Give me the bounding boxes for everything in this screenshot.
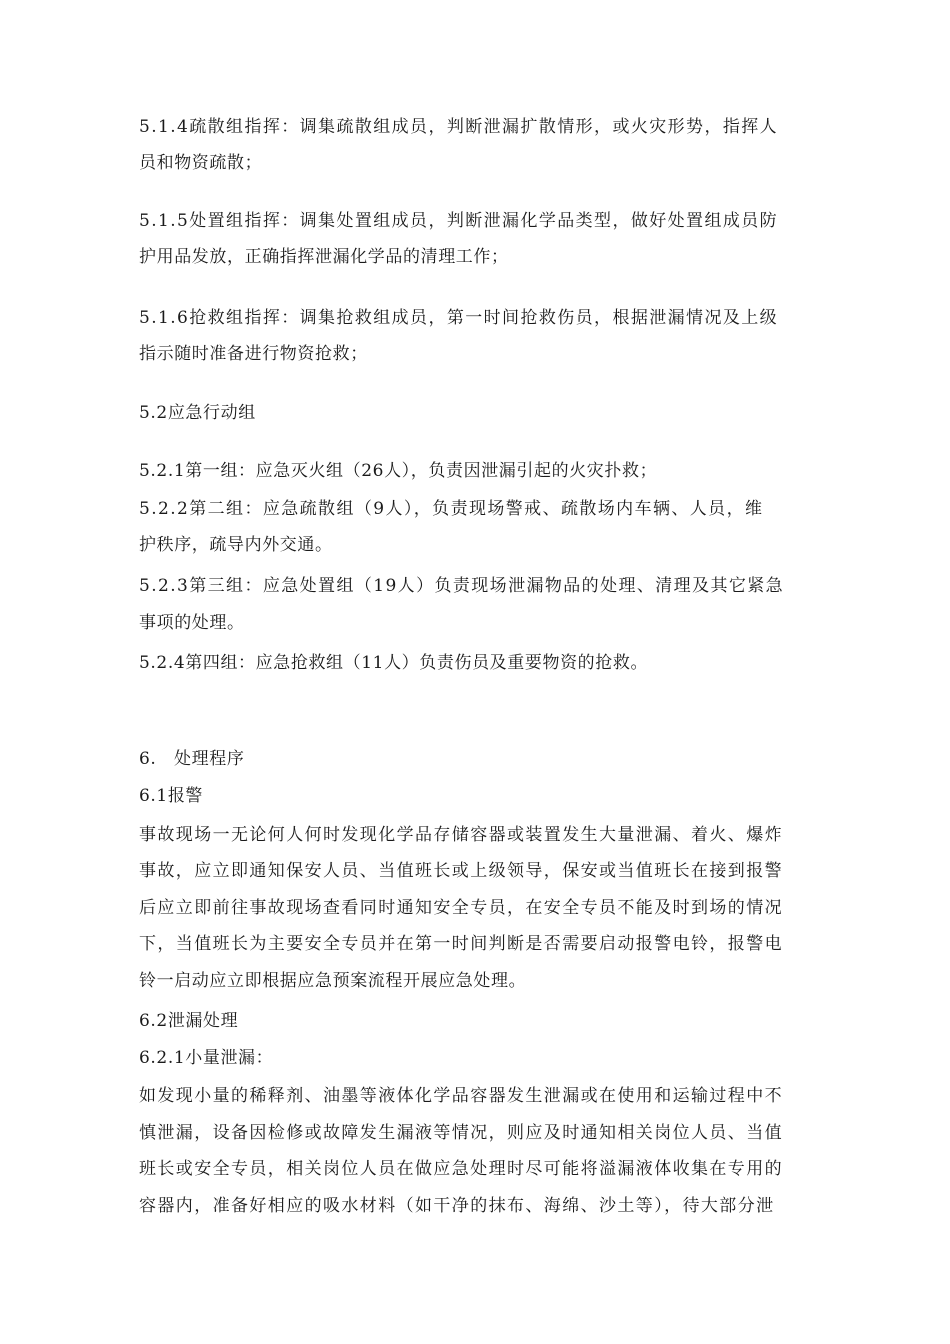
paragraph-5-2-3-line-2: 事项的处理。: [139, 613, 245, 633]
paragraph-6-2-1-line-1: 如发现小量的稀释剂、油墨等液体化学品容器发生泄漏或在使用和运输过程中不: [139, 1086, 783, 1106]
heading-6-2-1: 6.2.1小量泄漏：: [139, 1048, 274, 1068]
paragraph-5-1-4-line-2: 员和物资疏散；: [139, 153, 263, 173]
paragraph-5-2-2-line-1: 5.2.2第二组：应急疏散组（9人），负责现场警戒、疏散场内车辆、人员，维: [139, 499, 764, 519]
heading-6-1: 6.1报警: [139, 786, 204, 806]
paragraph-6-2-1-line-4: 容器内，准备好相应的吸水材料（如干净的抹布、海绵、沙土等），待大部分泄: [139, 1196, 775, 1216]
paragraph-5-1-6-line-1: 5.1.6抢救组指挥：调集抢救组成员，第一时间抢救伤员，根据泄漏情况及上级: [139, 308, 779, 328]
paragraph-5-1-6-line-2: 指示随时准备进行物资抢救；: [139, 344, 368, 364]
paragraph-6-2-1-line-3: 班长或安全专员，相关岗位人员在做应急处理时尽可能将溢漏液体收集在专用的: [139, 1159, 783, 1179]
paragraph-5-2-4: 5.2.4第四组：应急抢救组（11人）负责伤员及重要物资的抢救。: [139, 653, 649, 673]
paragraph-6-1-line-5: 铃一启动应立即根据应急预案流程开展应急处理。: [139, 971, 527, 991]
paragraph-5-2-2-line-2: 护秩序，疏导内外交通。: [139, 535, 333, 555]
paragraph-5-1-5-line-2: 护用品发放，正确指挥泄漏化学品的清理工作；: [139, 247, 509, 267]
heading-5-2: 5.2应急行动组: [139, 403, 256, 423]
paragraph-6-1-line-4: 下，当值班长为主要安全专员并在第一时间判断是否需要启动报警电铃，报警电: [139, 934, 783, 954]
paragraph-6-1-line-3: 后应立即前往事故现场查看同时通知安全专员，在安全专员不能及时到场的情况: [139, 898, 783, 918]
heading-6-2: 6.2泄漏处理: [139, 1011, 239, 1031]
paragraph-5-2-3-line-1: 5.2.3第三组：应急处置组（19人）负责现场泄漏物品的处理、清理及其它紧急: [139, 576, 785, 596]
heading-6: 6. 处理程序: [139, 749, 245, 769]
paragraph-5-1-4-line-1: 5.1.4疏散组指挥：调集疏散组成员，判断泄漏扩散情形，或火灾形势，指挥人: [139, 117, 779, 137]
paragraph-5-2-1: 5.2.1第一组：应急灭火组（26人），负责因泄漏引起的火灾扑救；: [139, 461, 658, 481]
paragraph-6-1-line-1: 事故现场一无论何人何时发现化学品存储容器或装置发生大量泄漏、着火、爆炸: [139, 825, 783, 845]
paragraph-6-1-line-2: 事故，应立即通知保安人员、当值班长或上级领导，保安或当值班长在接到报警: [139, 861, 783, 881]
paragraph-5-1-5-line-1: 5.1.5处置组指挥：调集处置组成员，判断泄漏化学品类型，做好处置组成员防: [139, 211, 779, 231]
paragraph-6-2-1-line-2: 慎泄漏，设备因检修或故障发生漏液等情况，则应及时通知相关岗位人员、当值: [139, 1123, 783, 1143]
